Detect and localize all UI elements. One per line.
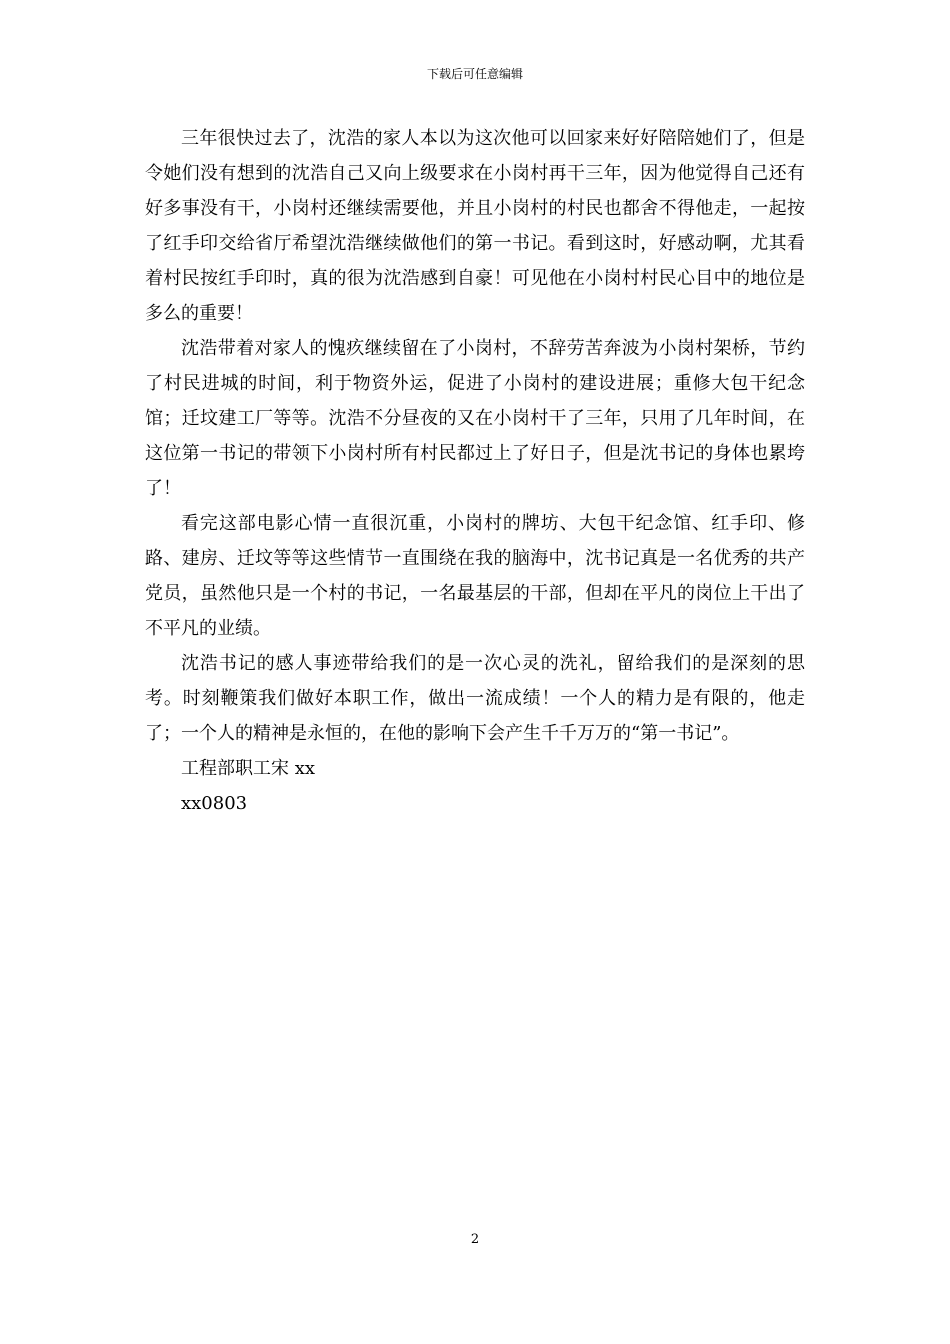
document-body <box>145 121 805 821</box>
signature-date: xx0803 <box>181 793 248 814</box>
paragraph-2: 沈浩带着对家人的愧疚继续留在了小岗村，不辞劳苦奔波为小岗村架桥，节约了村民进城的时间，利于物资外运，促进了小岗村的建设进展；重修大包干纪念馆；迁坟建工厂等等。沈浩不分昼夜的又在小岗村干了三年，只用了几年时间，在这位第一书记的带领下小岗村所有村民都过上了好日子，但是沈书记的身体也累垮了！ <box>145 338 805 499</box>
paragraph-4: 沈浩书记的感人事迹带给我们的是一次心灵的洗礼，留给我们的是深刻的思考。时刻鞭策我们做好本职工作，做出一流成绩！一个人的精力是有限的，他走了；一个人的精神是永恒的，在他的影响下会产生千千万万的“第一书记”。 <box>145 653 805 744</box>
paragraph-1: 三年很快过去了，沈浩的家人本以为这次他可以回家来好好陪陪她们了，但是令她们没有想到的沈浩自己又向上级要求在小岗村再干三年，因为他觉得自己还有好多事没有干，小岗村还继续需要他，并且小岗村的村民也都舍不得他走，一起按了红手印交给省厅希望沈浩继续做他们的第一书记。看到这时，好感动啊，尤其看着村民按红手印时，真的很为沈浩感到自豪！可见他在小岗村村民心目中的地位是多么的重要！ <box>145 128 805 324</box>
page-header: 下载后可任意编辑 <box>426 67 523 81</box>
paragraph-3: 看完这部电影心情一直很沉重，小岗村的牌坊、大包干纪念馆、红手印、修路、建房、迁坟等等这些情节一直围绕在我的脑海中，沈书记真是一名优秀的共产党员，虽然他只是一个村的书记，一名最基层的干部，但却在平凡的岗位上干出了不平凡的业绩。 <box>145 513 805 639</box>
signature-author: 工程部职工宋 xx <box>181 758 316 779</box>
page-number: 2 <box>470 1232 480 1247</box>
